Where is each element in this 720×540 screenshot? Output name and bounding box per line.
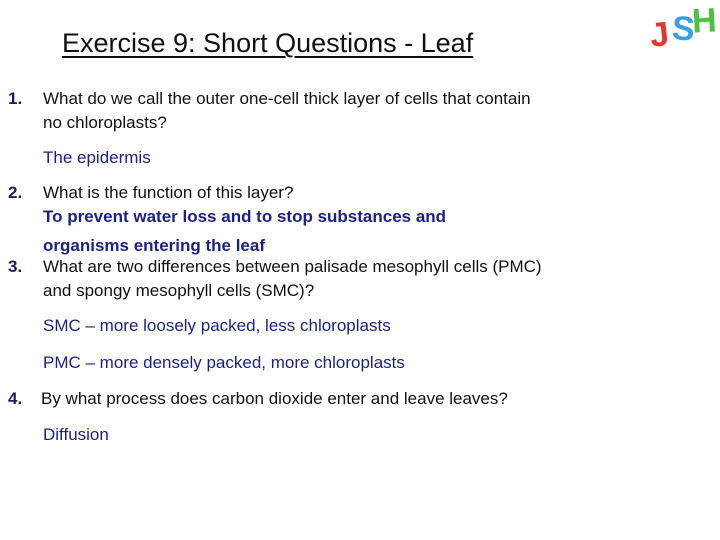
question-3-line-2: and spongy mesophyll cells (SMC)? bbox=[43, 281, 315, 300]
question-2-number: 2. bbox=[8, 183, 23, 202]
question-2-line-1: What is the function of this layer? bbox=[43, 183, 294, 202]
jsh-logo bbox=[648, 2, 718, 60]
answer-4-line-1: Diffusion bbox=[43, 425, 109, 444]
question-1-line-2: no chloroplasts? bbox=[43, 113, 167, 132]
page-title: Exercise 9: Short Questions - Leaf bbox=[62, 28, 474, 58]
answer-3-line-2: PMC – more densely packed, more chloroplasts bbox=[43, 353, 405, 372]
question-4-number: 4. bbox=[8, 389, 23, 408]
logo-letter-j: J bbox=[648, 15, 671, 55]
logo-letter-s: S bbox=[670, 9, 696, 49]
question-1-number: 1. bbox=[8, 89, 23, 108]
answer-3-line-1: SMC – more loosely packed, less chloroplasts bbox=[43, 316, 391, 335]
logo-letter-h: H bbox=[691, 1, 718, 41]
answer-2-line-1: To prevent water loss and to stop substances and bbox=[43, 207, 447, 226]
answer-1-line-1: The epidermis bbox=[43, 148, 151, 167]
question-1-line-1: What do we call the outer one-cell thick layer of cells that contain bbox=[43, 89, 531, 108]
question-3-line-1: What are two differences between palisade mesophyll cells (PMC) bbox=[43, 257, 542, 276]
answer-2-line-2: organisms entering the leaf bbox=[43, 236, 265, 255]
question-3-number: 3. bbox=[8, 257, 23, 276]
question-4-line-1: By what process does carbon dioxide enter and leave leaves? bbox=[41, 389, 508, 408]
